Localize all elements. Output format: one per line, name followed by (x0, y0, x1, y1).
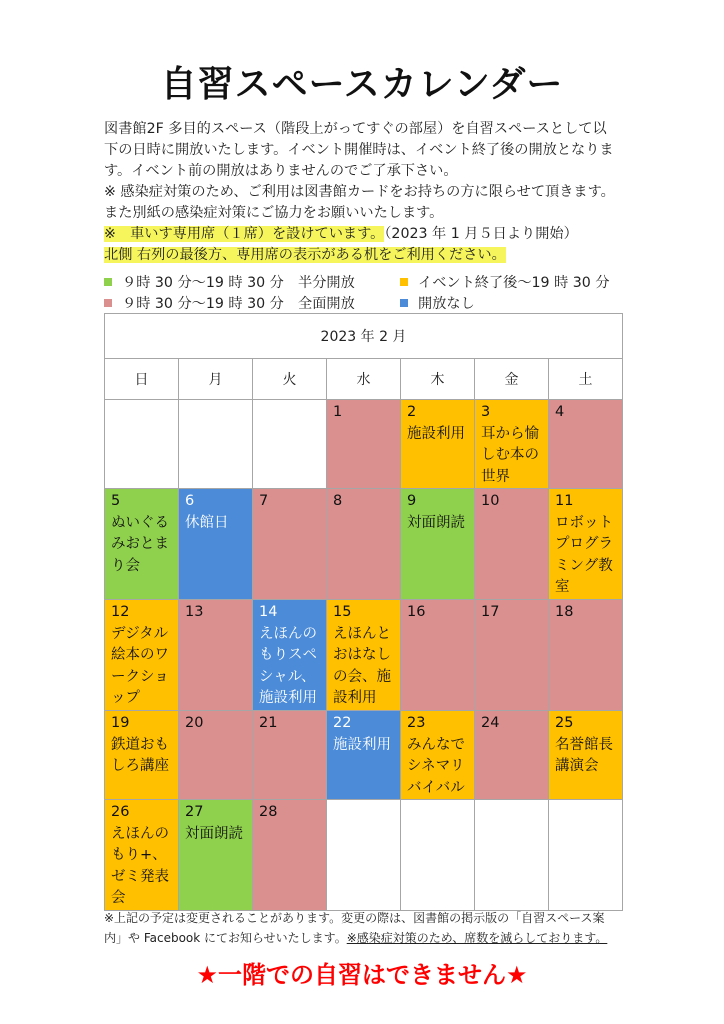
day-number: 4 (555, 404, 565, 420)
intro-line: また別紙の感染症対策にご協力をお願いいたします。 (104, 205, 444, 221)
legend-label: ９時 30 分～19 時 30 分 半分開放 (122, 274, 355, 291)
calendar-day (549, 489, 623, 600)
day-number: 13 (185, 604, 204, 620)
day-number: 11 (555, 493, 574, 509)
day-number: 8 (333, 493, 343, 509)
calendar-day (179, 800, 253, 911)
calendar-day (179, 600, 253, 711)
weekday-header: 金 (475, 359, 549, 400)
footnote (104, 908, 634, 948)
calendar-week (105, 400, 623, 489)
day-event: 対面朗読 (407, 514, 465, 531)
day-event: 対面朗読 (185, 825, 243, 842)
day-event: ぬいぐるみおとまり会 (111, 514, 169, 574)
day-number: 10 (481, 493, 500, 509)
calendar-day (105, 600, 179, 711)
calendar-week (105, 600, 623, 711)
intro-line: 下の日時に開放いたします。イベント開催時は、イベント終了後の開放となりま (104, 142, 614, 158)
calendar-day (475, 489, 549, 600)
calendar-day (475, 800, 549, 911)
day-number: 7 (259, 493, 269, 509)
calendar-day (327, 400, 401, 489)
square-icon (400, 299, 408, 307)
calendar-day (475, 600, 549, 711)
day-event: 休館日 (185, 514, 229, 531)
calendar-day (105, 489, 179, 600)
intro-line: 図書館2F 多目的スペース（階段上がってすぐの部屋）を自習スペースとして以 (104, 121, 607, 137)
intro-line: ※ 感染症対策のため、ご利用は図書館カードをお持ちの方に限らせて頂きます。 (104, 184, 615, 200)
legend-label: 開放なし (418, 295, 475, 312)
calendar-day (549, 711, 623, 800)
calendar-day (253, 800, 327, 911)
first-floor-warning: ★一階での自習はできません★ (196, 961, 528, 989)
day-number: 19 (111, 715, 130, 731)
day-number: 28 (259, 804, 278, 820)
legend-item-full-open (104, 293, 400, 313)
calendar-day (401, 400, 475, 489)
day-number: 18 (555, 604, 574, 620)
day-number: 9 (407, 493, 417, 509)
calendar-day (253, 489, 327, 600)
day-event: えほんとおはなしの会、施設利用 (333, 625, 391, 706)
calendar-day (401, 800, 475, 911)
calendar-day (327, 800, 401, 911)
weekday-header: 日 (105, 359, 179, 400)
calendar-day (105, 800, 179, 911)
weekday-header: 月 (179, 359, 253, 400)
square-icon (400, 278, 408, 286)
calendar-day (475, 400, 549, 489)
day-event: 鉄道おもしろ講座 (111, 736, 169, 774)
day-number: 24 (481, 715, 500, 731)
footnote-text: 内」や Facebook にてお知らせいたします。 (104, 931, 347, 945)
calendar-day (327, 489, 401, 600)
day-number: 17 (481, 604, 500, 620)
calendar-week (105, 711, 623, 800)
legend-item-closed (400, 293, 475, 313)
day-event: ロボットプログラミング教室 (555, 514, 613, 595)
wheelchair-location: 北側 右列の最後方、専用席の表示がある机をご利用ください。 (104, 247, 506, 263)
calendar-day (401, 711, 475, 800)
day-number: 25 (555, 715, 574, 731)
day-number: 21 (259, 715, 278, 731)
calendar-week (105, 489, 623, 600)
legend-item-after-event (400, 272, 610, 292)
day-event: デジタル絵本のワークショップ (111, 625, 169, 706)
calendar-day (253, 711, 327, 800)
day-number: 5 (111, 493, 121, 509)
weekday-header: 火 (253, 359, 327, 400)
calendar-day (327, 600, 401, 711)
weekday-header: 土 (549, 359, 623, 400)
intro-line: す。イベント前の開放はありませんのでご了承下さい。 (104, 163, 458, 179)
footnote-line (104, 928, 634, 948)
day-number: 15 (333, 604, 352, 620)
day-number: 6 (185, 493, 195, 509)
day-event: みんなでシネマリバイバル (407, 736, 465, 796)
legend-row (104, 271, 634, 292)
calendar-day (179, 489, 253, 600)
day-number: 20 (185, 715, 204, 731)
day-number: 12 (111, 604, 130, 620)
calendar-day (475, 711, 549, 800)
day-event: 施設利用 (407, 425, 465, 442)
wheelchair-location-line (104, 245, 634, 266)
calendar-day (549, 600, 623, 711)
legend-label: イベント終了後～19 時 30 分 (418, 274, 610, 291)
day-number: 3 (481, 404, 491, 420)
weekday-header: 木 (401, 359, 475, 400)
calendar-day (253, 400, 327, 489)
intro-text (104, 119, 634, 266)
day-number: 1 (333, 404, 343, 420)
calendar-day (179, 711, 253, 800)
day-event: えほんのもりスペシャル、施設利用 (259, 625, 317, 706)
calendar-day (253, 600, 327, 711)
calendar-day (401, 600, 475, 711)
calendar-day (105, 400, 179, 489)
day-event: 名誉館長講演会 (555, 736, 613, 774)
legend-row (104, 292, 634, 313)
calendar-day (549, 800, 623, 911)
wheelchair-notice (104, 224, 634, 245)
day-event: 施設利用 (333, 736, 391, 753)
day-number: 27 (185, 804, 204, 820)
calendar-day (179, 400, 253, 489)
wheelchair-highlight: ※ 車いす専用席（１席）を設けています。 (104, 226, 385, 242)
page-title: 自習スペースカレンダー (160, 64, 564, 105)
calendar-table (104, 313, 623, 911)
day-number: 2 (407, 404, 417, 420)
legend (104, 271, 634, 313)
day-number: 16 (407, 604, 426, 620)
legend-label: ９時 30 分～19 時 30 分 全面開放 (122, 295, 355, 312)
day-event: えほんのもり+、ゼミ発表会 (111, 825, 169, 906)
weekday-header: 水 (327, 359, 401, 400)
calendar-month: 2023 年 2 月 (105, 314, 623, 359)
square-icon (104, 299, 112, 307)
day-number: 22 (333, 715, 352, 731)
calendar-week (105, 800, 623, 911)
footnote-underlined: ※感染症対策のため、席数を減らしております。 (346, 931, 608, 945)
day-event: 耳から愉しむ本の世界 (481, 425, 539, 485)
wheelchair-start-date: （2023 年 1 月５日より開始） (384, 226, 578, 242)
day-number: 23 (407, 715, 426, 731)
calendar-day (549, 400, 623, 489)
calendar-day (105, 711, 179, 800)
calendar-day (327, 711, 401, 800)
legend-item-half-open (104, 272, 400, 292)
footnote-line: ※上記の予定は変更されることがあります。変更の際は、図書館の掲示版の「自習スペース案 (104, 911, 605, 925)
day-number: 14 (259, 604, 278, 620)
day-number: 26 (111, 804, 130, 820)
square-icon (104, 278, 112, 286)
calendar-day (401, 489, 475, 600)
